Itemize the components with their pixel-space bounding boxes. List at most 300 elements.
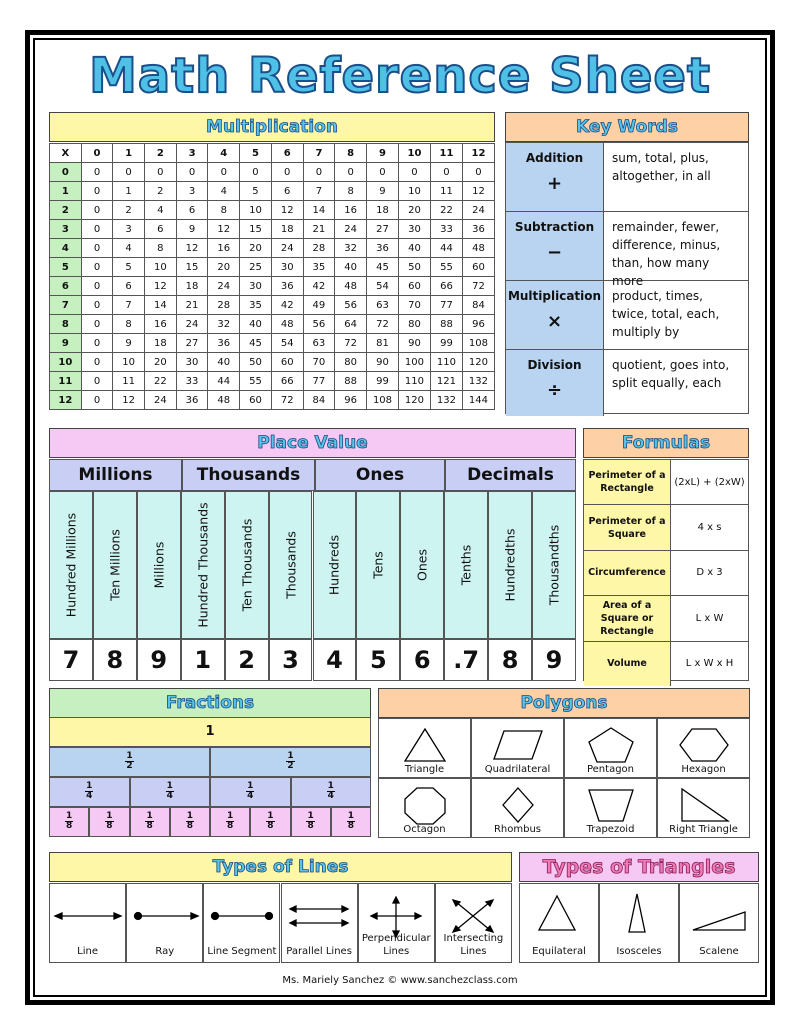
- place-digit: .7: [444, 639, 488, 681]
- formula-row: [584, 551, 748, 596]
- fraction-numerator: 1: [186, 811, 193, 821]
- table-cell: 60: [240, 391, 272, 410]
- table-cell: 63: [303, 334, 335, 353]
- fraction-value: [125, 752, 133, 771]
- table-cell: 0: [81, 391, 112, 410]
- table-cell: 45: [367, 258, 399, 277]
- table-cell: 80: [398, 315, 430, 334]
- place-column: [488, 491, 532, 639]
- table-cell: 36: [208, 334, 240, 353]
- table-cell: 48: [208, 391, 240, 410]
- column-header: 11: [430, 144, 462, 163]
- keyword-row: [506, 212, 748, 288]
- column-header: 8: [335, 144, 367, 163]
- table-cell: 30: [271, 258, 303, 277]
- table-cell: 50: [240, 353, 272, 372]
- table-cell: 100: [398, 353, 430, 372]
- table-cell: 10: [113, 353, 145, 372]
- fraction-cell: [49, 807, 89, 837]
- row-header: 11: [50, 372, 82, 391]
- formula-name: Area of a Square or Rectangle: [584, 596, 671, 640]
- table-cell: 24: [144, 391, 176, 410]
- table-cell: 60: [398, 277, 430, 296]
- formula-row: [584, 505, 748, 550]
- place-digit: 9: [532, 639, 576, 681]
- polygon-cell: [564, 778, 657, 838]
- table-cell: 5: [240, 182, 272, 201]
- table-cell: 32: [335, 239, 367, 258]
- table-cell: 66: [430, 277, 462, 296]
- place-group-label: Decimals: [445, 459, 576, 491]
- place-column-label: Millions: [151, 541, 167, 589]
- column-header: 1: [113, 144, 145, 163]
- triangles-grid: [519, 883, 759, 963]
- parallel-lines-icon: [284, 896, 354, 938]
- operation-cell: [506, 281, 604, 349]
- table-cell: 2: [144, 182, 176, 201]
- table-cell: 3: [176, 182, 208, 201]
- table-cell: 7: [303, 182, 335, 201]
- fraction-denominator: 8: [146, 821, 153, 831]
- triangle-type-label: Scalene: [699, 946, 739, 957]
- column-header: 12: [462, 144, 494, 163]
- table-cell: 11: [430, 182, 462, 201]
- table-cell: 48: [271, 315, 303, 334]
- fraction-denominator: 8: [307, 821, 314, 831]
- page-title: Math Reference Sheet: [89, 48, 711, 104]
- row-header: 9: [50, 334, 82, 353]
- fraction-numerator: 1: [65, 811, 73, 821]
- formulas-header: Formulas: [583, 428, 749, 458]
- table-cell: 20: [240, 239, 272, 258]
- triangle-type-cell: [599, 883, 679, 963]
- column-header: 5: [240, 144, 272, 163]
- table-cell: 72: [367, 315, 399, 334]
- table-cell: 36: [176, 391, 208, 410]
- table-cell: 21: [303, 220, 335, 239]
- column-header: 6: [271, 144, 303, 163]
- table-cell: 12: [208, 220, 240, 239]
- table-cell: 10: [398, 182, 430, 201]
- place-column: [400, 491, 444, 639]
- triangle-type-label: Isosceles: [616, 946, 662, 957]
- table-cell: 8: [144, 239, 176, 258]
- table-cell: 24: [176, 315, 208, 334]
- table-cell: 90: [398, 334, 430, 353]
- table-cell: 28: [303, 239, 335, 258]
- table-cell: 0: [398, 163, 430, 182]
- fraction-denominator: 4: [86, 791, 93, 801]
- row-header: 6: [50, 277, 82, 296]
- place-column-label: Ten Thousands: [239, 518, 255, 612]
- place-column-label: Hundreds: [326, 534, 342, 596]
- line-type-label: Parallel Lines: [286, 946, 352, 957]
- column-header: 0: [81, 144, 112, 163]
- fraction-denominator: 8: [267, 821, 274, 831]
- table-cell: 0: [176, 163, 208, 182]
- table-cell: 132: [462, 372, 494, 391]
- fraction-value: [85, 782, 93, 801]
- operation-cell: [506, 212, 604, 280]
- place-column-label: Tenths: [458, 544, 474, 586]
- keyword-list: quotient, goes into, split equally, each: [612, 358, 730, 390]
- scalene-triangle-icon: [687, 892, 751, 936]
- lines-header: Types of Lines: [49, 852, 512, 882]
- place-group-label: Thousands: [182, 459, 315, 491]
- fraction-denominator: 2: [287, 761, 294, 771]
- place-column: [532, 491, 576, 639]
- fraction-denominator: 8: [186, 821, 193, 831]
- place-column-label: Hundred Thousands: [195, 502, 211, 628]
- place-digit: 4: [313, 639, 357, 681]
- lines-grid: [49, 883, 512, 963]
- place-column-label: Hundred Millions: [63, 512, 79, 618]
- table-cell: 27: [367, 220, 399, 239]
- table-cell: 44: [208, 372, 240, 391]
- table-cell: 6: [144, 220, 176, 239]
- fraction-cell: [210, 807, 250, 837]
- operation-symbol-icon: ÷: [546, 380, 563, 401]
- fraction-cell: [130, 807, 170, 837]
- triangles-header: Types of Triangles: [519, 852, 759, 882]
- place-column-label: Thousands: [283, 531, 299, 599]
- row-header: 8: [50, 315, 82, 334]
- fraction-value: [266, 812, 274, 831]
- rhombus-icon: [488, 785, 548, 827]
- place-digit: 2: [225, 639, 269, 681]
- place-digit: 5: [356, 639, 400, 681]
- isosceles-triangle-icon: [607, 892, 671, 936]
- fraction-value: [65, 812, 73, 831]
- table-cell: 120: [398, 391, 430, 410]
- table-cell: 15: [240, 220, 272, 239]
- place-column: [269, 491, 313, 639]
- table-cell: 0: [81, 296, 112, 315]
- place-column-label: Ones: [414, 549, 430, 581]
- table-cell: 0: [367, 163, 399, 182]
- fraction-value: [246, 782, 254, 801]
- table-cell: 0: [81, 315, 112, 334]
- table-cell: 60: [462, 258, 494, 277]
- place-column: [181, 491, 225, 639]
- table-cell: 0: [81, 353, 112, 372]
- polygon-cell: [657, 778, 750, 838]
- table-cell: 30: [398, 220, 430, 239]
- fraction-numerator: 1: [307, 811, 314, 821]
- place-column: [444, 491, 488, 639]
- column-header: 9: [367, 144, 399, 163]
- table-cell: 0: [208, 163, 240, 182]
- fraction-value: [347, 812, 355, 831]
- table-cell: 55: [240, 372, 272, 391]
- fraction-cell: [291, 777, 372, 807]
- table-cell: 70: [398, 296, 430, 315]
- column-header: 10: [398, 144, 430, 163]
- table-cell: 48: [462, 239, 494, 258]
- fraction-bars: [49, 717, 371, 837]
- place-column: [93, 491, 137, 639]
- row-header: 10: [50, 353, 82, 372]
- table-cell: 99: [430, 334, 462, 353]
- column-header: 4: [208, 144, 240, 163]
- table-cell: 12: [113, 391, 145, 410]
- fraction-numerator: 1: [106, 811, 113, 821]
- fraction-denominator: 8: [347, 821, 354, 831]
- place-column: [225, 491, 269, 639]
- table-cell: 40: [335, 258, 367, 277]
- table-cell: 9: [367, 182, 399, 201]
- formula-name: Perimeter of a Square: [584, 505, 671, 549]
- table-cell: 60: [271, 353, 303, 372]
- table-cell: 0: [81, 182, 112, 201]
- table-cell: 49: [303, 296, 335, 315]
- table-cell: 0: [240, 163, 272, 182]
- table-cell: 110: [398, 372, 430, 391]
- multiplication-header: Multiplication: [49, 112, 495, 142]
- fraction-numerator: 1: [166, 781, 173, 791]
- table-cell: 36: [271, 277, 303, 296]
- table-cell: 24: [208, 277, 240, 296]
- pentagon-icon: [581, 725, 641, 767]
- table-cell: 33: [176, 372, 208, 391]
- table-cell: 8: [208, 201, 240, 220]
- place-value-header: Place Value: [49, 428, 576, 458]
- table-cell: 7: [113, 296, 145, 315]
- table-cell: 12: [462, 182, 494, 201]
- table-cell: 1: [113, 182, 145, 201]
- fraction-numerator: 1: [347, 811, 354, 821]
- row-header: 4: [50, 239, 82, 258]
- triangle-type-cell: [679, 883, 759, 963]
- operation-cell: [506, 350, 604, 416]
- table-cell: 6: [176, 201, 208, 220]
- table-cell: 22: [430, 201, 462, 220]
- table-cell: 0: [81, 220, 112, 239]
- fraction-denominator: 8: [226, 821, 234, 831]
- multiplication-table: [49, 143, 495, 410]
- keyword-row: [506, 143, 748, 212]
- table-cell: 0: [81, 239, 112, 258]
- row-header: 1: [50, 182, 82, 201]
- formula-expression: L x W x H: [685, 658, 734, 670]
- table-cell: 27: [176, 334, 208, 353]
- octagon-icon: [395, 785, 455, 827]
- line-type-label: Intersecting Lines: [443, 933, 504, 957]
- table-cell: 0: [430, 163, 462, 182]
- place-column-label: Thousandths: [546, 524, 562, 606]
- fraction-value: [306, 812, 314, 831]
- table-cell: 4: [208, 182, 240, 201]
- fraction-value: [166, 782, 174, 801]
- table-cell: 96: [335, 391, 367, 410]
- row-header: 0: [50, 163, 82, 182]
- table-cell: 0: [335, 163, 367, 182]
- line-segment-icon: [207, 896, 277, 938]
- table-cell: 30: [240, 277, 272, 296]
- formula-expression: L x W: [695, 612, 724, 624]
- table-cell: 132: [430, 391, 462, 410]
- operation-symbol-icon: ×: [546, 311, 563, 332]
- table-cell: 24: [335, 220, 367, 239]
- table-cell: 16: [335, 201, 367, 220]
- fraction-cell: [210, 777, 291, 807]
- line-type-label: Perpendicular Lines: [361, 933, 431, 957]
- table-cell: 84: [462, 296, 494, 315]
- table-cell: 35: [240, 296, 272, 315]
- keyword-row: [506, 350, 748, 416]
- fraction-numerator: 1: [327, 781, 334, 791]
- table-cell: 84: [303, 391, 335, 410]
- table-cell: 0: [81, 372, 112, 391]
- table-cell: 10: [144, 258, 176, 277]
- polygon-label: Trapezoid: [586, 824, 635, 835]
- table-cell: 55: [430, 258, 462, 277]
- table-cell: 9: [176, 220, 208, 239]
- place-digit: 8: [488, 639, 532, 681]
- fraction-denominator: 8: [65, 821, 73, 831]
- polygon-cell: [378, 778, 471, 838]
- right-triangle-icon: [674, 785, 734, 827]
- fraction-cell: [250, 807, 290, 837]
- table-cell: 90: [367, 353, 399, 372]
- fraction-numerator: 1: [226, 811, 234, 821]
- triangle-icon: [395, 725, 455, 767]
- table-cell: 22: [144, 372, 176, 391]
- fraction-cell: [89, 807, 129, 837]
- table-cell: 16: [208, 239, 240, 258]
- table-cell: 14: [303, 201, 335, 220]
- fraction-numerator: 1: [247, 781, 254, 791]
- fraction-cell: 1: [49, 717, 371, 747]
- table-cell: 96: [462, 315, 494, 334]
- table-cell: 25: [240, 258, 272, 277]
- table-cell: 42: [303, 277, 335, 296]
- table-cell: 33: [430, 220, 462, 239]
- line-type-cell: [435, 883, 512, 963]
- polygon-label: Rhombus: [493, 824, 542, 835]
- table-cell: 0: [144, 163, 176, 182]
- table-cell: 72: [462, 277, 494, 296]
- polygon-cell: [378, 718, 471, 778]
- place-group-label: Ones: [315, 459, 445, 491]
- table-cell: 44: [430, 239, 462, 258]
- table-cell: 9: [113, 334, 145, 353]
- table-cell: 72: [271, 391, 303, 410]
- table-cell: 77: [303, 372, 335, 391]
- equilateral-triangle-icon: [527, 892, 591, 936]
- table-cell: 0: [81, 163, 112, 182]
- polygon-label: Right Triangle: [669, 824, 738, 835]
- table-cell: 0: [81, 277, 112, 296]
- table-cell: 18: [367, 201, 399, 220]
- table-cell: 4: [113, 239, 145, 258]
- row-header: 3: [50, 220, 82, 239]
- table-cell: 108: [367, 391, 399, 410]
- line-type-label: Line: [77, 946, 98, 957]
- polygon-cell: [564, 718, 657, 778]
- place-digit: 1: [181, 639, 225, 681]
- formula-row: [584, 460, 748, 505]
- table-cell: 18: [176, 277, 208, 296]
- table-cell: 88: [430, 315, 462, 334]
- column-header: 7: [303, 144, 335, 163]
- line-type-cell: [281, 883, 358, 963]
- table-cell: 18: [144, 334, 176, 353]
- footer-credit: Ms. Mariely Sanchez © www.sanchezclass.com: [282, 975, 518, 986]
- place-column-label: Hundredths: [502, 528, 518, 602]
- row-header: 5: [50, 258, 82, 277]
- table-cell: 35: [303, 258, 335, 277]
- table-cell: 121: [430, 372, 462, 391]
- formula-row: [584, 642, 748, 686]
- table-cell: 18: [271, 220, 303, 239]
- table-cell: 21: [176, 296, 208, 315]
- table-cell: 99: [367, 372, 399, 391]
- table-cell: 56: [303, 315, 335, 334]
- operation-label: Addition: [525, 151, 584, 165]
- polygon-label: Quadrilateral: [484, 764, 551, 775]
- operation-label: Division: [527, 358, 582, 372]
- place-column-label: Tens: [370, 551, 386, 579]
- polygon-cell: [657, 718, 750, 778]
- table-cell: 110: [430, 353, 462, 372]
- row-header: 12: [50, 391, 82, 410]
- fraction-cell: [210, 747, 371, 777]
- line-type-cell: [126, 883, 203, 963]
- line-type-label: Ray: [155, 946, 175, 957]
- formula-expression: D x 3: [696, 567, 723, 579]
- formula-expression: 4 x s: [697, 522, 722, 534]
- fraction-cell: [331, 807, 371, 837]
- table-cell: 63: [367, 296, 399, 315]
- table-cell: 20: [144, 353, 176, 372]
- line-type-cell: [49, 883, 126, 963]
- operation-cell: [506, 143, 604, 211]
- polygons-header: Polygons: [378, 688, 750, 718]
- operation-symbol-icon: +: [546, 173, 563, 194]
- table-cell: 8: [113, 315, 145, 334]
- table-cell: 80: [335, 353, 367, 372]
- formula-row: [584, 596, 748, 641]
- table-cell: 6: [271, 182, 303, 201]
- table-cell: 10: [240, 201, 272, 220]
- table-cell: 4: [144, 201, 176, 220]
- line-icon: [53, 896, 123, 938]
- polygon-cell: [471, 778, 564, 838]
- fraction-denominator: 4: [327, 791, 334, 801]
- fractions-header: Fractions: [49, 688, 371, 718]
- table-cell: 32: [208, 315, 240, 334]
- table-cell: 28: [208, 296, 240, 315]
- formulas-box: [583, 459, 749, 681]
- fraction-denominator: 4: [166, 791, 173, 801]
- line-type-cell: [203, 883, 280, 963]
- polygons-grid: [378, 718, 750, 838]
- keywords-header: Key Words: [505, 112, 749, 142]
- table-cell: 81: [367, 334, 399, 353]
- table-cell: 11: [113, 372, 145, 391]
- place-group-label: Millions: [49, 459, 182, 491]
- table-cell: 0: [271, 163, 303, 182]
- table-cell: 54: [271, 334, 303, 353]
- fraction-numerator: 1: [126, 751, 133, 761]
- table-cell: 108: [462, 334, 494, 353]
- table-cell: 45: [240, 334, 272, 353]
- operation-label: Subtraction: [514, 220, 595, 234]
- fraction-numerator: 1: [86, 781, 93, 791]
- place-digit: 6: [400, 639, 444, 681]
- table-cell: 120: [462, 353, 494, 372]
